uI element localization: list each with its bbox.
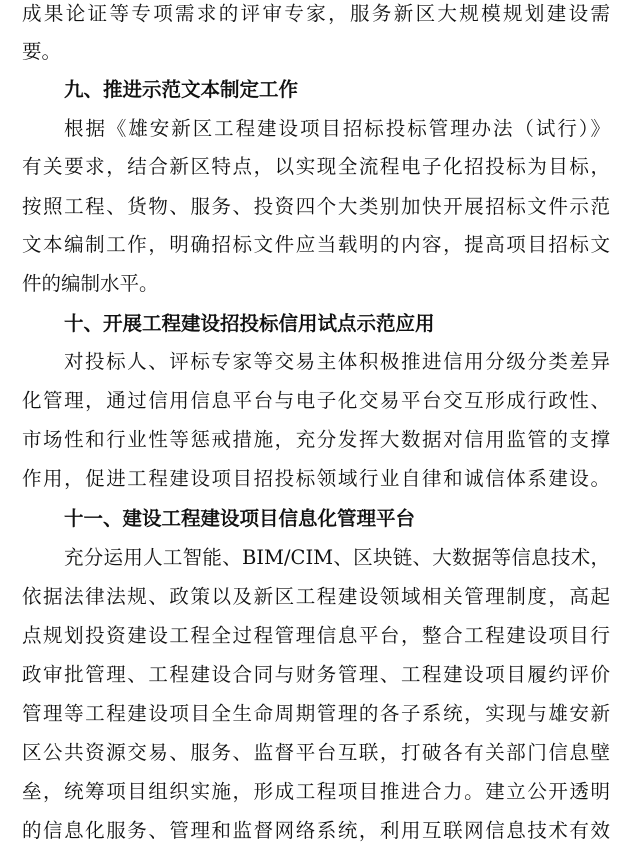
text-line: 充分运用人工智能、BIM/CIM、区块链、大数据等信息技术， (64, 546, 610, 569)
text-line: 按照工程、货物、服务、投资四个大类别加快开展招标文件示范 (22, 195, 610, 218)
text-line: 对投标人、评标专家等交易主体积极推进信用分级分类差异 (64, 350, 610, 373)
text-line: 件的编制水平。 (22, 272, 159, 295)
text-line: 点规划投资建设工程全过程管理信息平台，整合工程建设项目行 (22, 624, 610, 647)
text-line: 化管理，通过信用信息平台与电子化交易平台交互形成行政性、 (22, 389, 610, 412)
text-line: 有关要求，结合新区特点，以实现全流程电子化招投标为目标， (22, 155, 610, 178)
section-heading: 十一、建设工程建设项目信息化管理平台 (64, 507, 416, 530)
text-line: 的信息化服务、管理和监督网络系统，利用互联网信息技术有效 (22, 819, 610, 842)
text-line: 垒，统筹项目组织实施，形成工程项目推进合力。建立公开透明 (22, 780, 610, 803)
text-line: 依据法律法规、政策以及新区工程建设领域相关管理制度，高起 (22, 585, 610, 608)
text-line: 区公共资源交易、服务、监督平台互联，打破各有关部门信息壁 (22, 741, 610, 764)
text-line: 管理等工程建设项目全生命周期管理的各子系统，实现与雄安新 (22, 702, 610, 725)
text-line: 要。 (22, 40, 62, 63)
section-heading: 十、开展工程建设招投标信用试点示范应用 (64, 312, 435, 335)
section-heading: 九、推进示范文本制定工作 (64, 78, 299, 101)
text-line: 政审批管理、工程建设合同与财务管理、工程建设项目履约评价 (22, 663, 610, 686)
text-line: 市场性和行业性等惩戒措施，充分发挥大数据对信用监管的支撑 (22, 428, 610, 451)
text-line: 成果论证等专项需求的评审专家，服务新区大规模规划建设需 (22, 2, 610, 25)
text-line: 文本编制工作，明确招标文件应当载明的内容，提高项目招标文 (22, 233, 610, 256)
text-line: 作用，促进工程建设项目招投标领域行业自律和诚信体系建设。 (22, 467, 610, 490)
text-line: 根据《雄安新区工程建设项目招标投标管理办法（试行）》 (64, 117, 610, 140)
